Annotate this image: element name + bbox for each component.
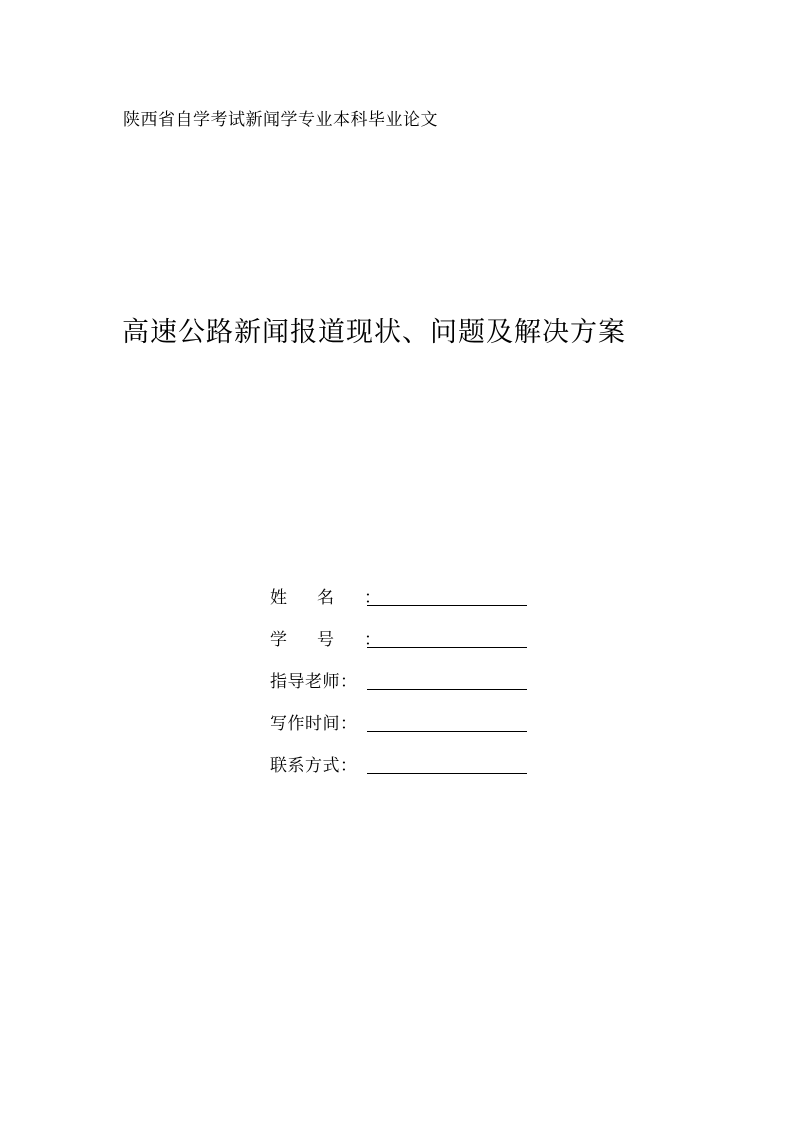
writing-time-blank-line[interactable] bbox=[367, 731, 527, 732]
field-label-text: 姓名 bbox=[270, 588, 364, 608]
cover-info-form bbox=[270, 566, 530, 776]
field-colon: ： bbox=[364, 630, 382, 650]
field-row-contact bbox=[270, 734, 530, 776]
field-row-advisor bbox=[270, 650, 530, 692]
field-label-writing-time bbox=[270, 709, 367, 734]
field-row-student-id bbox=[270, 608, 530, 650]
field-row-writing-time bbox=[270, 692, 530, 734]
advisor-blank-line[interactable] bbox=[367, 689, 527, 690]
field-label-text: 联系方式 bbox=[270, 756, 340, 776]
field-colon: ： bbox=[340, 756, 358, 776]
document-title: 高速公路新闻报道现状、问题及解决方案 bbox=[122, 317, 626, 348]
field-label-name bbox=[270, 583, 382, 608]
field-label-text: 指导老师 bbox=[270, 672, 340, 692]
field-label-text: 学号 bbox=[270, 630, 364, 650]
field-label-text: 写作时间 bbox=[270, 714, 340, 734]
name-blank-line[interactable] bbox=[367, 605, 527, 606]
student-id-blank-line[interactable] bbox=[367, 647, 527, 648]
document-header: 陕西省自学考试新闻学专业本科毕业论文 bbox=[123, 110, 438, 130]
field-label-contact bbox=[270, 751, 367, 776]
field-colon: ： bbox=[340, 714, 358, 734]
field-colon: ： bbox=[364, 588, 382, 608]
field-colon: ： bbox=[340, 672, 358, 692]
field-label-advisor bbox=[270, 667, 367, 692]
contact-blank-line[interactable] bbox=[367, 773, 527, 774]
field-row-name bbox=[270, 566, 530, 608]
field-label-student-id bbox=[270, 625, 382, 650]
